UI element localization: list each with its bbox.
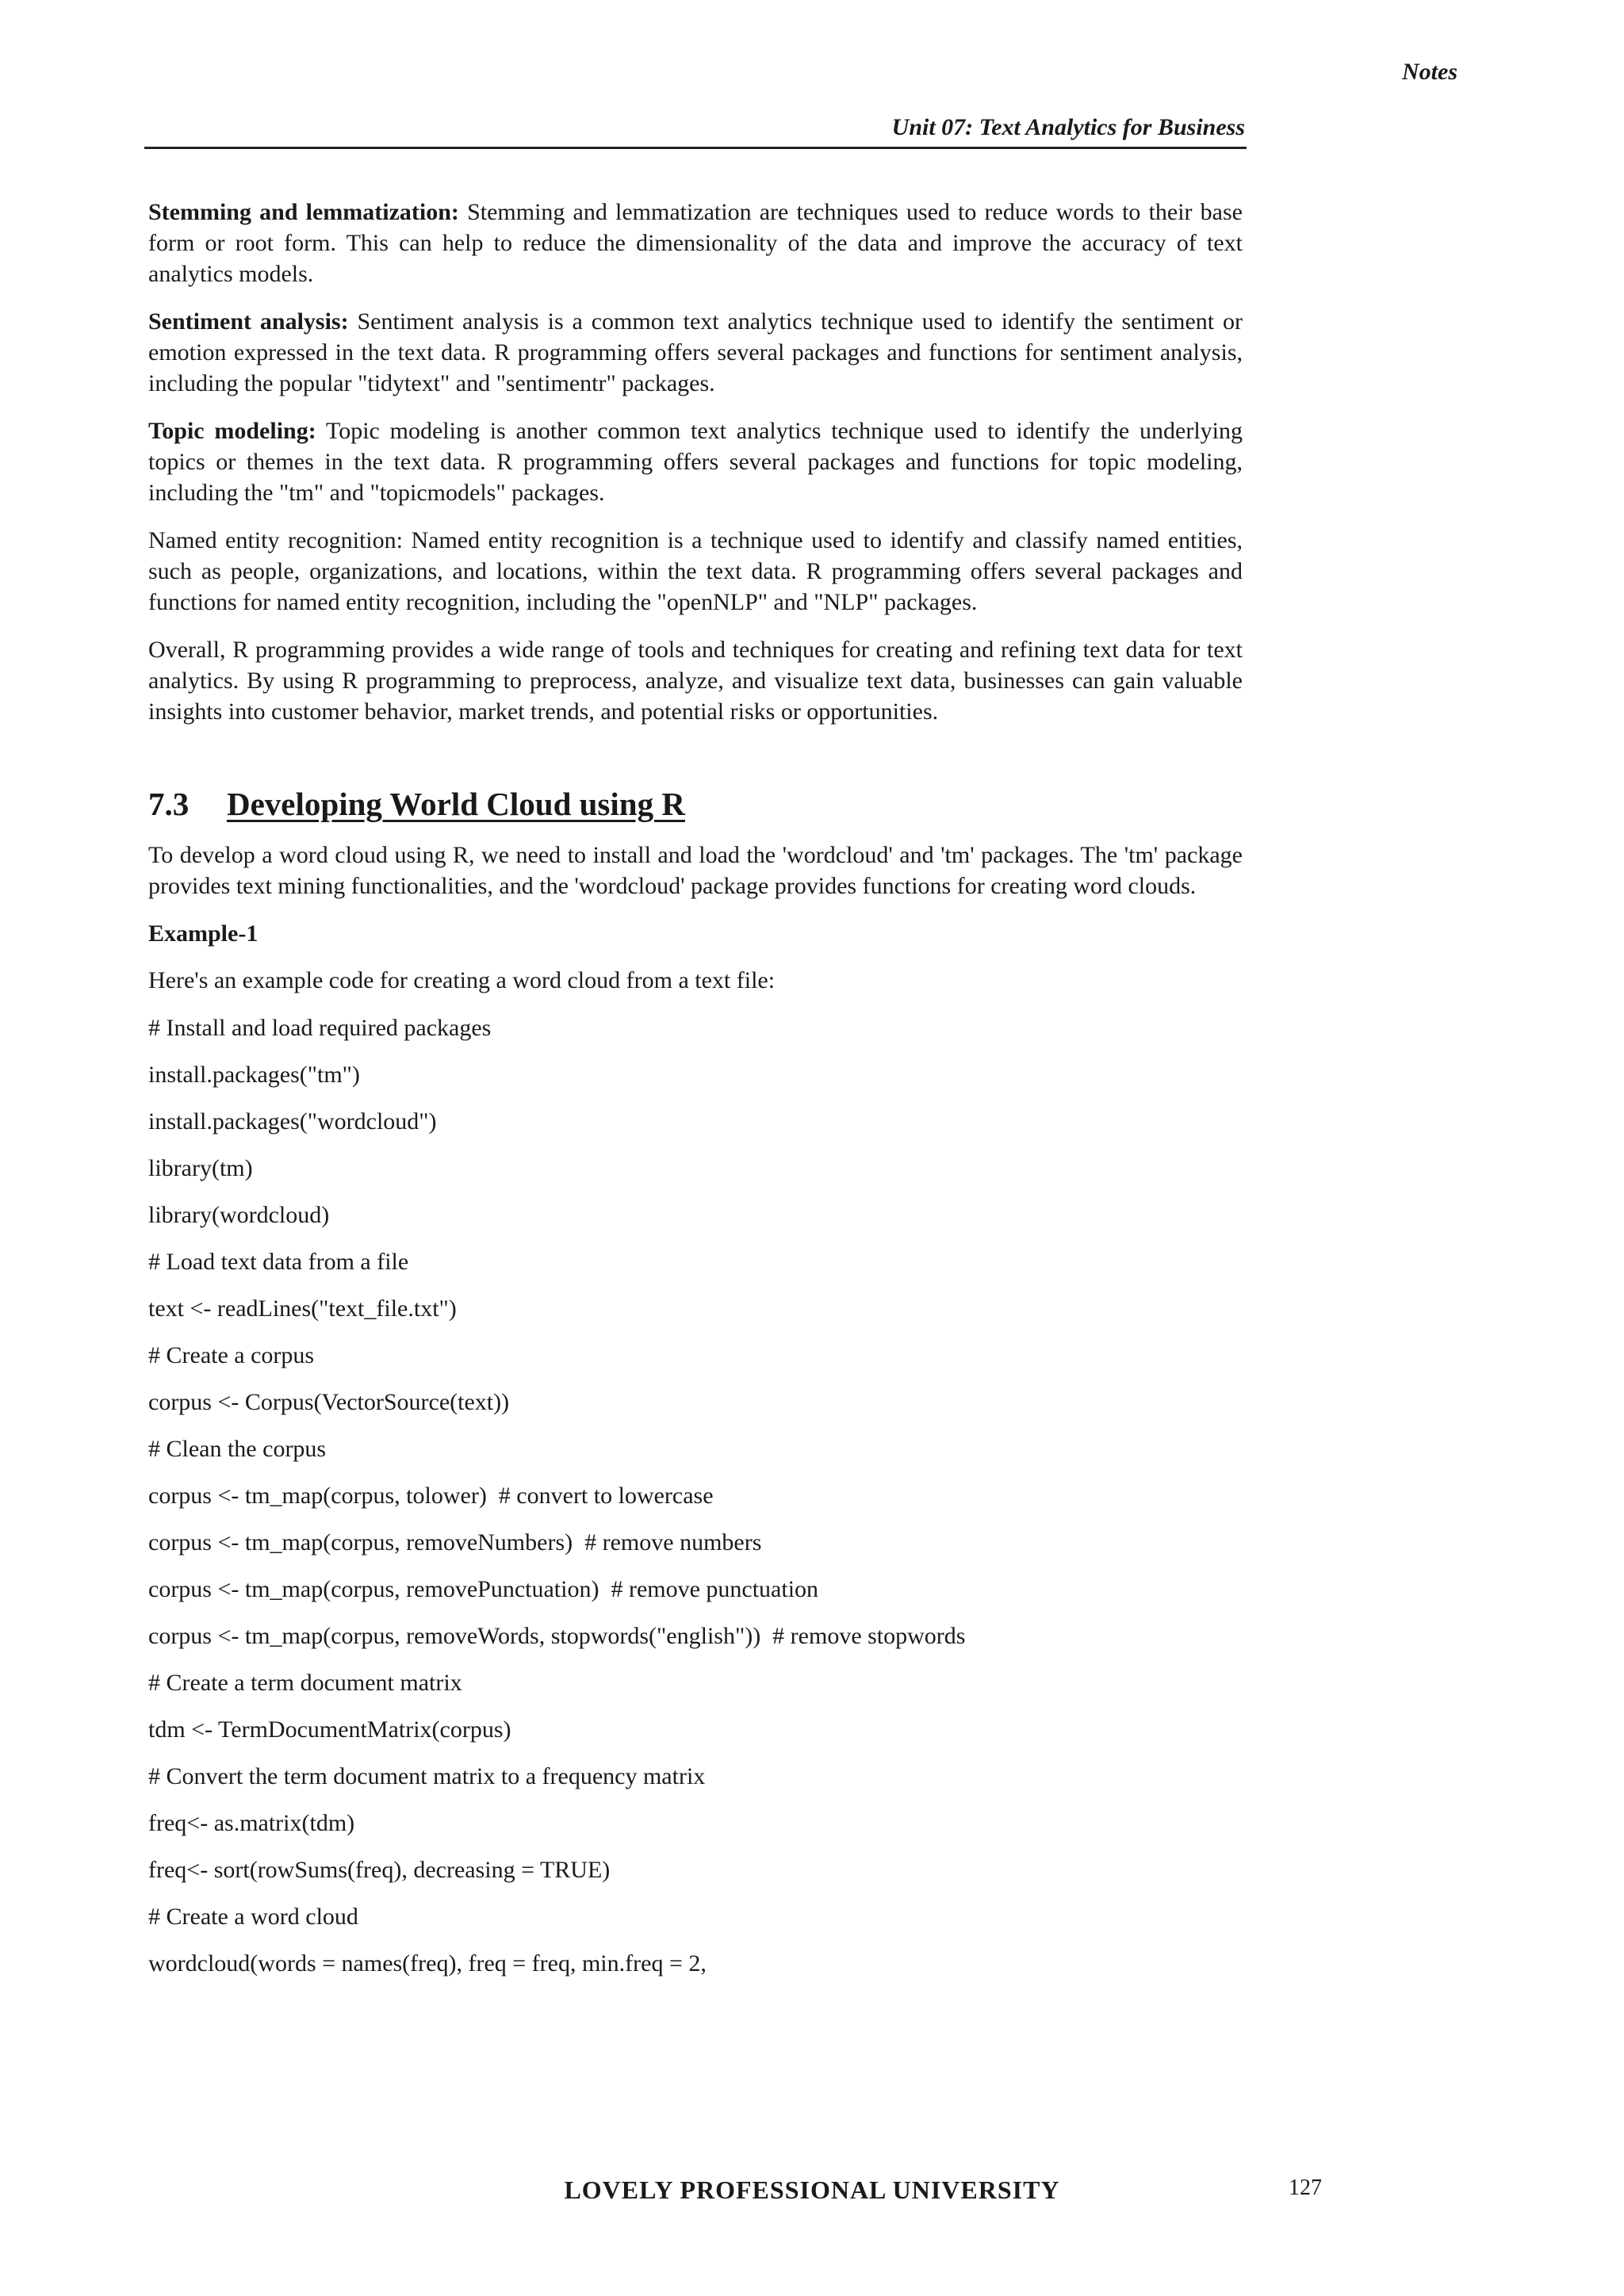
code-line: install.packages("tm"): [148, 1062, 360, 1088]
section-heading: [148, 784, 1243, 824]
paragraph-text: Sentiment analysis is a common text analytics technique used to identify the sentiment or emotion expressed in the text data. R programming offers several packages and functions for sentiment analysis, including the popular "tidytext" and "sentimentr" packages.: [148, 308, 1243, 396]
running-header: Unit 07: Text Analytics for Business: [891, 114, 1245, 140]
code-line: # Create a word cloud: [148, 1904, 358, 1930]
paragraph-lead: Sentiment analysis:: [148, 308, 349, 335]
section-number: 7.3: [148, 786, 190, 822]
paragraph-text: Stemming and lemmatization are techniques used to reduce words to their base form or root form. This can help to reduce the dimensionality of the data and improve the accuracy of text analytics models.: [148, 199, 1243, 287]
code-line: # Load text data from a file: [148, 1249, 409, 1275]
code-line: library(tm): [148, 1155, 253, 1181]
section-intro: To develop a word cloud using R, we need to install and load the 'wordcloud' and 'tm' packages. The 'tm' package provides text mining functionalities, and the 'wordcloud' package provides functions for creating word clouds.: [148, 842, 1243, 899]
code-line: freq<- as.matrix(tdm): [148, 1810, 355, 1836]
page-number: 127: [1289, 2175, 1322, 2200]
paragraph-overall: Overall, R programming provides a wide range of tools and techniques for creating and refining text data for text analytics. By using R programming to preprocess, analyze, and visualize text data, businesses can gain valuable insights into customer behavior, market trends, and potential risks or opportunities.: [148, 637, 1243, 725]
example-label: Example-1: [148, 920, 259, 947]
code-line: # Install and load required packages: [148, 1015, 492, 1041]
page-body: [148, 197, 1243, 1995]
code-line: # Create a term document matrix: [148, 1670, 462, 1696]
footer-university: LOVELY PROFESSIONAL UNIVERSITY: [564, 2175, 1060, 2204]
paragraph-named-entity: Named entity recognition: Named entity recognition is a technique used to identify and classify named entities, such as people, organizations, and locations, within the text data. R programming offers several packages and functions for named entity recognition, including the "openNLP" and "NLP" packages.: [148, 527, 1243, 615]
code-line: # Create a corpus: [148, 1342, 315, 1368]
example-intro: Here's an example code for creating a word cloud from a text file:: [148, 967, 776, 993]
code-line: corpus <- tm_map(corpus, tolower) # convert to lowercase: [148, 1483, 714, 1509]
code-line: # Convert the term document matrix to a frequency matrix: [148, 1763, 706, 1789]
code-line: corpus <- Corpus(VectorSource(text)): [148, 1389, 510, 1415]
code-line: # Clean the corpus: [148, 1436, 327, 1462]
code-line: wordcloud(words = names(freq), freq = freq, min.freq = 2,: [148, 1950, 707, 1976]
margin-notes-label: Notes: [1402, 59, 1457, 85]
code-line: install.packages("wordcloud"): [148, 1108, 437, 1135]
paragraph-stemming: [148, 197, 1243, 289]
paragraph-lead: Topic modeling:: [148, 418, 316, 444]
section-title: Developing World Cloud using R: [227, 786, 685, 822]
header-rule: [144, 147, 1247, 149]
code-line: library(wordcloud): [148, 1202, 330, 1228]
paragraph-topic-modeling: [148, 415, 1243, 508]
code-line: text <- readLines("text_file.txt"): [148, 1295, 457, 1322]
code-line: tdm <- TermDocumentMatrix(corpus): [148, 1716, 511, 1743]
paragraph-lead: Stemming and lemmatization:: [148, 199, 459, 225]
code-block: [148, 1012, 1243, 1979]
paragraph-text: Topic modeling is another common text analytics technique used to identify the underlying topics or themes in the text data. R programming offers several packages and functions for topic modeling, including the "tm" and "topicmodels" packages.: [148, 418, 1243, 506]
code-line: freq<- sort(rowSums(freq), decreasing = TRUE): [148, 1857, 611, 1883]
code-line: corpus <- tm_map(corpus, removeNumbers) # remove numbers: [148, 1529, 762, 1556]
paragraph-sentiment: [148, 306, 1243, 399]
code-line: corpus <- tm_map(corpus, removeWords, stopwords("english")) # remove stopwords: [148, 1623, 966, 1649]
code-line: corpus <- tm_map(corpus, removePunctuation) # remove punctuation: [148, 1576, 819, 1602]
